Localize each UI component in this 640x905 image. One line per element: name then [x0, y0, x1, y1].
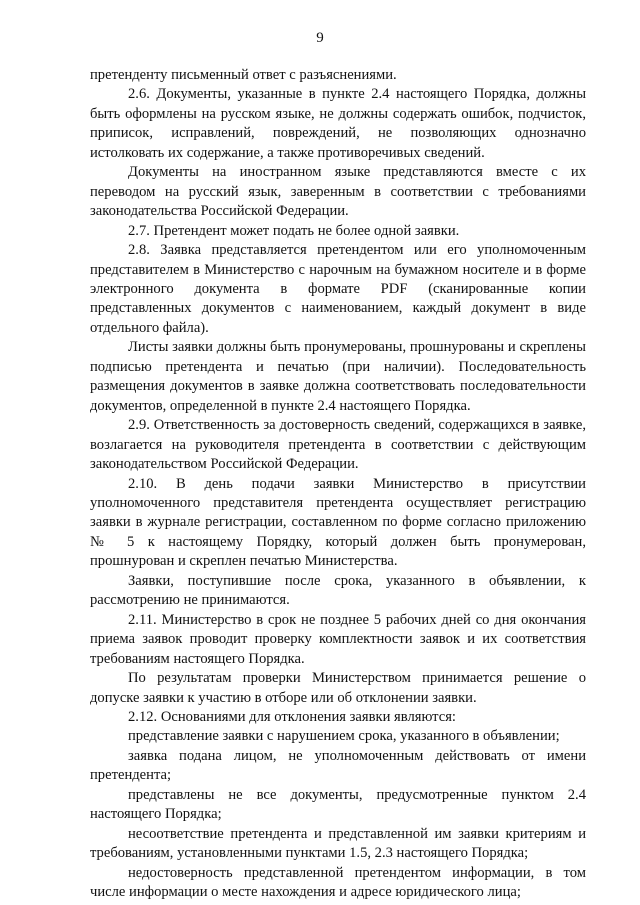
paragraph: представлены не все документы, предусмотренные пунктом 2.4 настоящего Порядка;: [90, 786, 586, 823]
document-body: [90, 66, 586, 902]
paragraph: претенденту письменный ответ с разъяснениями.: [90, 67, 397, 83]
page-number: 9: [316, 30, 324, 46]
paragraph: 2.6. Документы, указанные в пункте 2.4 настоящего Порядка, должны быть оформлены на русском языке, не должны содержать ошибок, подчисток, приписок, исправлений, повреждений, не позволяющих однозначно истолковать их содержание, а также противоречивых сведений.: [90, 86, 586, 161]
paragraph: 2.12. Основаниями для отклонения заявки являются:: [128, 708, 456, 725]
paragraph: заявка подана лицом, не уполномоченным действовать от имени претендента;: [90, 747, 586, 784]
paragraph: Заявки, поступившие после срока, указанного в объявлении, к рассмотрению не принимаются.: [90, 572, 586, 609]
paragraph: Листы заявки должны быть пронумерованы, прошнурованы и скреплены подписью претендента и печатью (при наличии). Последовательность размещения документов в заявке должна соответствовать последовательности документов, определенной в пункте 2.4 настоящего Порядка.: [90, 339, 586, 414]
paragraph: Документы на иностранном языке представляются вместе с их переводом на русский язык, заверенным в соответствии с требованиями законодательства Российской Федерации.: [90, 164, 586, 220]
paragraph: 2.9. Ответственность за достоверность сведений, содержащихся в заявке, возлагается на руководителя претендента в соответствии с действующим законодательством Российской Федерации.: [90, 417, 586, 473]
paragraph: представление заявки с нарушением срока, указанного в объявлении;: [128, 728, 560, 745]
paragraph: 2.11. Министерство в срок не позднее 5 рабочих дней со дня окончания приема заявок проводит проверку комплектности заявок и их соответствия требованиям настоящего Порядка.: [90, 611, 586, 667]
paragraph: несоответствие претендента и представленной им заявки критериям и требованиям, установленными пунктами 1.5, 2.3 настоящего Порядка;: [90, 825, 586, 862]
paragraph: недостоверность представленной претендентом информации, в том числе информации о месте нахождения и адресе юридического лица;: [90, 864, 586, 901]
paragraph: 2.10. В день подачи заявки Министерство в присутствии уполномоченного представителя претендента осуществляет регистрацию заявки в журнале регистрации, составленном по форме согласно приложению № 5 к настоящему Порядку, который должен быть пронумерован, прошнурован и скреплен печатью Министерства.: [90, 475, 586, 570]
paragraph: По результатам проверки Министерством принимается решение о допуске заявки к участию в отборе или об отклонении заявки.: [90, 670, 586, 706]
paragraph: 2.7. Претендент может подать не более одной заявки.: [128, 222, 460, 239]
paragraph: 2.8. Заявка представляется претендентом или его уполномоченным представителем в Министерство с нарочным на бумажном носителе и в форме электронного документа в формате PDF (сканированные копии представленных документов с наименованием, каждый документ в виде отдельного файла).: [90, 242, 586, 336]
